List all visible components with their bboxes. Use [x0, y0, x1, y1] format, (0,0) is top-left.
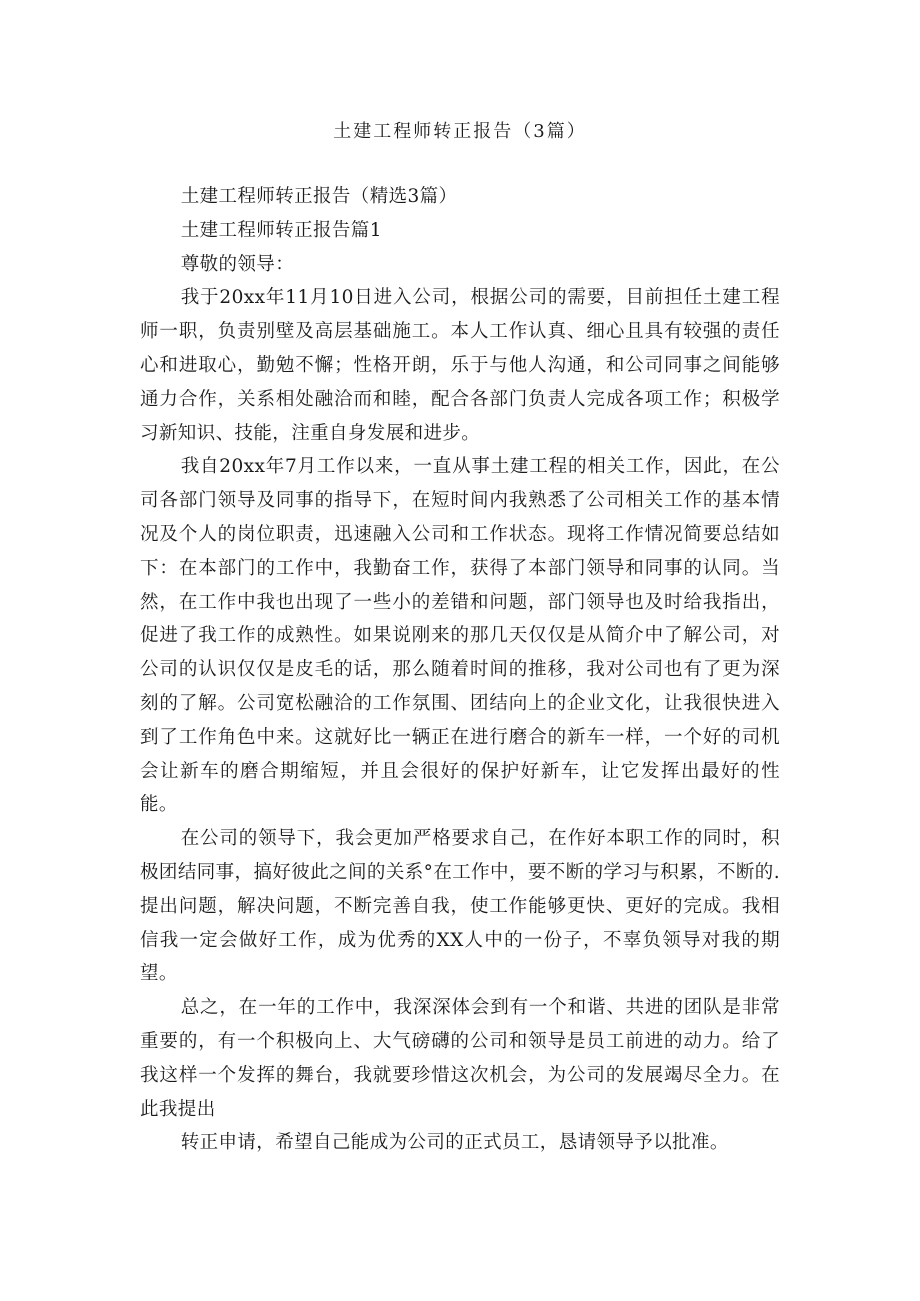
document-title: 土建工程师转正报告（3篇）	[333, 121, 587, 142]
salutation: 尊敬的领导：	[180, 253, 295, 275]
document-body	[140, 180, 780, 1160]
section-heading: 土建工程师转正报告篇1	[180, 219, 382, 241]
paragraph-3: 在公司的领导下，我会更加严格要求自己，在作好本职工作的同时，积极团结同事，搞好彼此之间的关系°在工作中，要不断的学习与积累，不断的.提出问题，解决问题，不断完善自我，使工作能够更快、更好的完成。我相信我一定会做好工作，成为优秀的XX人中的一份子，不辜负领导对我的期望。	[140, 828, 780, 985]
paragraph-2: 我自20xx年7月工作以来，一直从事土建工程的相关工作，因此，在公司各部门领导及同事的指导下，在短时间内我熟悉了公司相关工作的基本情况及个人的岗位职责，迅速融入公司和工作状态。现将工作情况简要总结如下：在本部门的工作中，我勤奋工作，获得了本部门领导和同事的认同。当然，在工作中我也出现了一些小的差错和问题，部门领导也及时给我指出，促进了我工作的成熟性。如果说刚来的那几天仅仅是从简介中了解公司，对公司的认识仅仅是皮毛的话，那么随着时间的推移，我对公司也有了更为深刻的了解。公司宽松融洽的工作氛围、团结向上的企业文化，让我很快进入到了工作角色中来。这就好比一辆正在进行磨合的新车一样，一个好的司机会让新车的磨合期缩短，并且会很好的保护好新车，让它发挥出最好的性能。	[140, 456, 780, 816]
document-subtitle: 土建工程师转正报告（精选3篇）	[180, 186, 458, 207]
paragraph-1: 我于20xx年11月10日进入公司，根据公司的需要，目前担任土建工程师一职，负责别壁及高层基础施工。本人工作认真、细心且具有较强的责任心和进取心，勤勉不懈；性格开朗，乐于与他人沟通，和公司同事之间能够通力合作，关系相处融洽而和睦，配合各部门负责人完成各项工作；积极学习新知识、技能，注重自身发展和进步。	[140, 287, 780, 444]
paragraph-4: 总之，在一年的工作中，我深深体会到有一个和谐、共进的团队是非常重要的，有一个积极向上、大气磅礴的公司和领导是员工前进的动力。给了我这样一个发挥的舞台，我就要珍惜这次机会，为公司的发展竭尽全力。在此我提出	[140, 997, 780, 1120]
paragraph-5: 转正申请，希望自己能成为公司的正式员工，恳请领导予以批准。	[180, 1132, 729, 1154]
